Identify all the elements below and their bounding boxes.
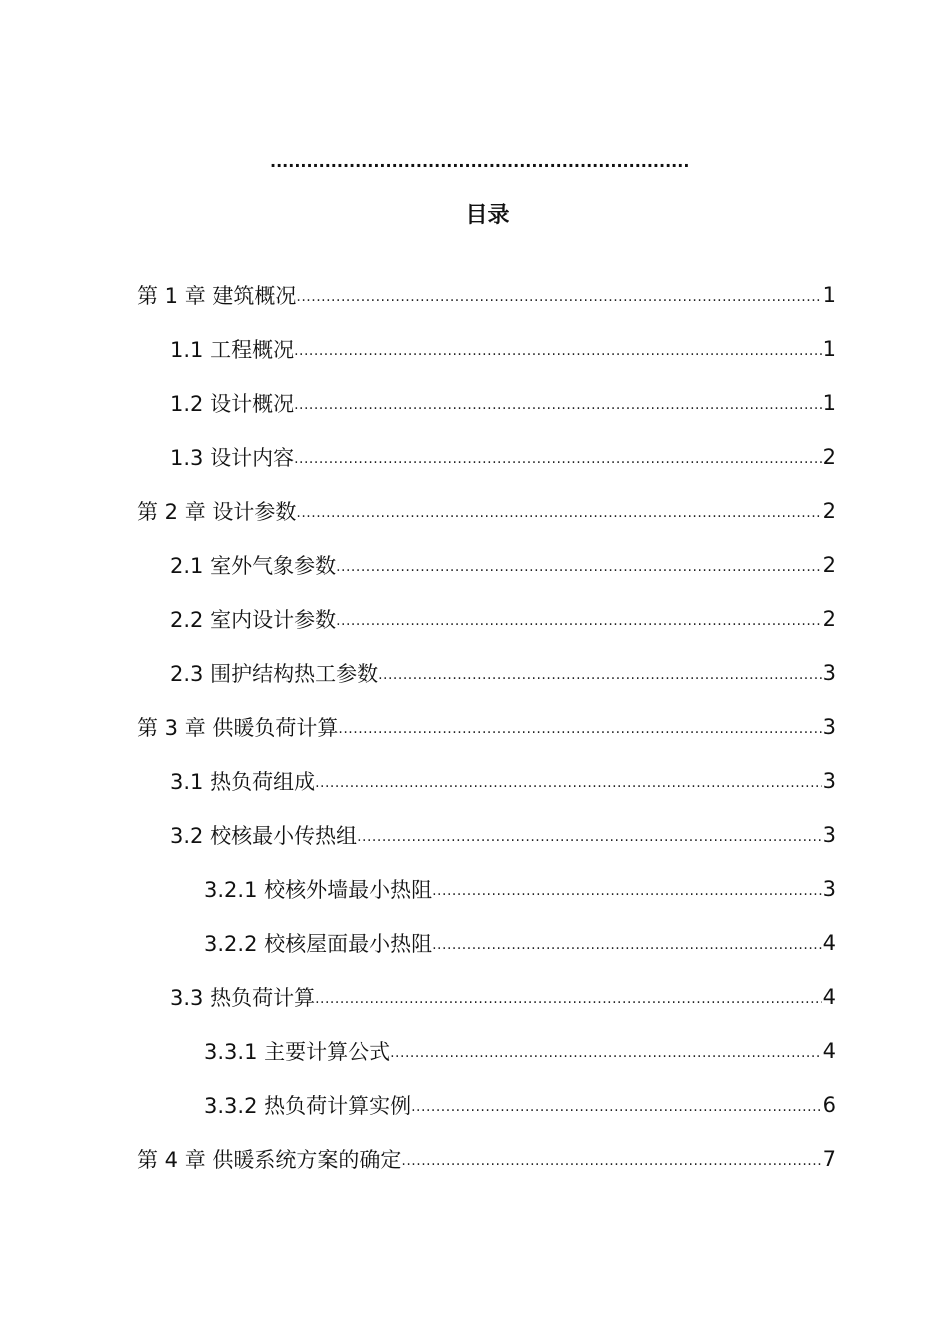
toc-entry-page: 2: [822, 499, 836, 523]
toc-entry[interactable]: [0, 1024, 950, 1078]
toc-entry-text: 3.2 校核最小传热组: [170, 824, 358, 848]
toc-leader-dots: [296, 505, 822, 521]
toc-entry[interactable]: [0, 808, 950, 862]
toc-entry-page: 3: [822, 661, 836, 685]
toc-leader-dots: [357, 829, 822, 845]
toc-leader-dots: [432, 883, 822, 899]
toc-entry-text: 3.3.2 热负荷计算实例: [204, 1094, 412, 1118]
toc-entry[interactable]: [0, 268, 950, 322]
toc-entry[interactable]: [0, 322, 950, 376]
toc-entry[interactable]: [0, 376, 950, 430]
toc-leader-dots: [294, 397, 822, 413]
toc-entry[interactable]: [0, 970, 950, 1024]
toc-entry-page: 2: [822, 553, 836, 577]
toc-leader-dots: [315, 775, 822, 791]
toc-entry-page: 3: [822, 769, 836, 793]
toc-entry-text: 3.3 热负荷计算: [170, 986, 316, 1010]
toc-entry[interactable]: [0, 1132, 950, 1186]
toc-leader-dots: [294, 343, 822, 359]
toc-entry[interactable]: [0, 916, 950, 970]
toc-entry-page: 1: [822, 337, 836, 361]
toc-leader-dots: [432, 937, 822, 953]
toc-entry-page: 4: [822, 985, 836, 1009]
toc-entry-text: 1.3 设计内容: [170, 446, 295, 470]
toc-leader-dots: [315, 991, 822, 1007]
toc-leader-dots: [338, 721, 822, 737]
toc-entry-text: 第 4 章 供暖系统方案的确定: [137, 1148, 402, 1172]
toc-entry[interactable]: [0, 484, 950, 538]
toc-entry-page: 2: [822, 445, 836, 469]
toc-entry-page: 4: [822, 931, 836, 955]
toc-entry-text: 第 1 章 建筑概况: [137, 284, 297, 308]
toc-leader-dots: [294, 451, 822, 467]
toc-entry[interactable]: [0, 538, 950, 592]
toc-leader-dots: [378, 667, 822, 683]
toc-title: 目录: [465, 203, 510, 228]
toc-entry-page: 4: [822, 1039, 836, 1063]
toc-entry[interactable]: [0, 430, 950, 484]
toc-entry-page: 1: [822, 283, 836, 307]
toc-entry-text: 3.2.2 校核屋面最小热阻: [204, 932, 433, 956]
toc-entry-text: 第 3 章 供暖负荷计算: [137, 716, 339, 740]
toc-entry-text: 2.2 室内设计参数: [170, 608, 337, 632]
toc-entry-page: 7: [822, 1147, 836, 1171]
toc-entry-text: 1.2 设计概况: [170, 392, 295, 416]
toc-entry-page: 2: [822, 607, 836, 631]
toc-leader-dots: [390, 1045, 822, 1061]
toc-list: [0, 268, 950, 1186]
toc-entry-text: 第 2 章 设计参数: [137, 500, 297, 524]
toc-leader-dots: [401, 1153, 822, 1169]
toc-entry[interactable]: [0, 700, 950, 754]
toc-entry-text: 1.1 工程概况: [170, 338, 295, 362]
toc-entry[interactable]: [0, 862, 950, 916]
toc-entry-text: 2.3 围护结构热工参数: [170, 662, 379, 686]
toc-leader-dots: [411, 1099, 822, 1115]
toc-entry-page: 3: [822, 877, 836, 901]
toc-entry-page: 1: [822, 391, 836, 415]
toc-entry[interactable]: [0, 592, 950, 646]
toc-entry-text: 3.2.1 校核外墙最小热阻: [204, 878, 433, 902]
toc-leader-dots: [336, 613, 822, 629]
toc-entry-page: 3: [822, 823, 836, 847]
toc-entry[interactable]: [0, 754, 950, 808]
toc-entry[interactable]: [0, 646, 950, 700]
toc-entry-page: 6: [822, 1093, 836, 1117]
toc-entry[interactable]: [0, 1078, 950, 1132]
toc-leader-dots: [336, 559, 822, 575]
toc-entry-text: 3.3.1 主要计算公式: [204, 1040, 391, 1064]
toc-entry-text: 2.1 室外气象参数: [170, 554, 337, 578]
toc-leader-dots: [296, 289, 822, 305]
toc-entry-page: 3: [822, 715, 836, 739]
toc-entry-text: 3.1 热负荷组成: [170, 770, 316, 794]
header-dotted-line: .....................................................................: [270, 152, 690, 171]
